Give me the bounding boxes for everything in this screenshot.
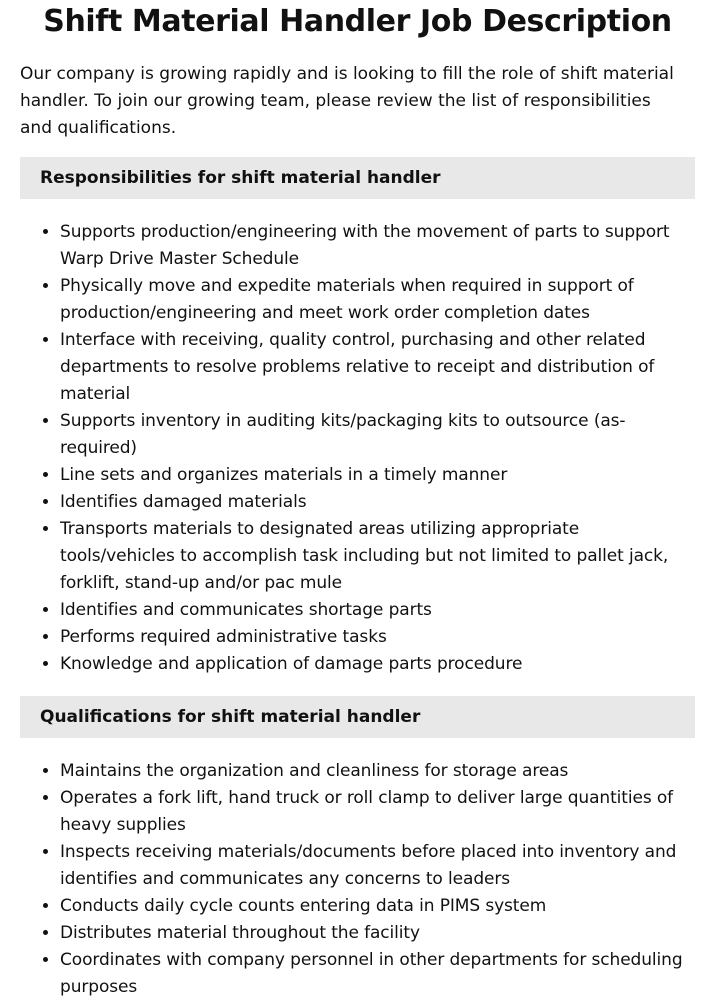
list-item: • Physically move and expedite materials when required in support of production/engineering and meet work order completion dates xyxy=(60,273,695,327)
responsibilities-heading: Responsibilities for shift material handler xyxy=(20,157,695,199)
responsibilities-list xyxy=(20,219,695,678)
list-item: • Distributes material throughout the facility xyxy=(60,920,695,947)
list-item: • Supports production/engineering with the movement of parts to support Warp Drive Master Schedule xyxy=(60,219,695,273)
list-item: • Identifies and communicates shortage parts xyxy=(60,597,695,624)
list-item: • Inspects receiving materials/documents before placed into inventory and identifies and communicates any concerns to leaders xyxy=(60,839,695,893)
list-item: • Identifies damaged materials xyxy=(60,489,695,516)
list-item: • Supports inventory in auditing kits/packaging kits to outsource (as-required) xyxy=(60,408,695,462)
list-item: • Transports materials to designated areas utilizing appropriate tools/vehicles to accomplish task including but not limited to pallet jack, forklift, stand-up and/or pac mule xyxy=(60,516,695,597)
list-item: • Interface with receiving, quality control, purchasing and other related departments to resolve problems relative to receipt and distribution of material xyxy=(60,327,695,408)
list-item: • Operates a fork lift, hand truck or roll clamp to deliver large quantities of heavy supplies xyxy=(60,785,695,839)
page-title: Shift Material Handler Job Description xyxy=(43,4,672,39)
list-item: • Conducts daily cycle counts entering data in PIMS system xyxy=(60,893,695,920)
intro-paragraph: Our company is growing rapidly and is looking to fill the role of shift material handler. To join our growing team, please review the list of responsibilities and qualifications. xyxy=(20,64,674,138)
list-item: • Coordinates with company personnel in other departments for scheduling purposes xyxy=(60,947,695,1001)
list-item: • Performs required administrative tasks xyxy=(60,624,695,651)
qualifications-list xyxy=(20,758,695,1001)
qualifications-heading: Qualifications for shift material handler xyxy=(20,696,695,738)
list-item: • Line sets and organizes materials in a timely manner xyxy=(60,462,695,489)
list-item: • Maintains the organization and cleanliness for storage areas xyxy=(60,758,695,785)
list-item: • Knowledge and application of damage parts procedure xyxy=(60,651,695,678)
